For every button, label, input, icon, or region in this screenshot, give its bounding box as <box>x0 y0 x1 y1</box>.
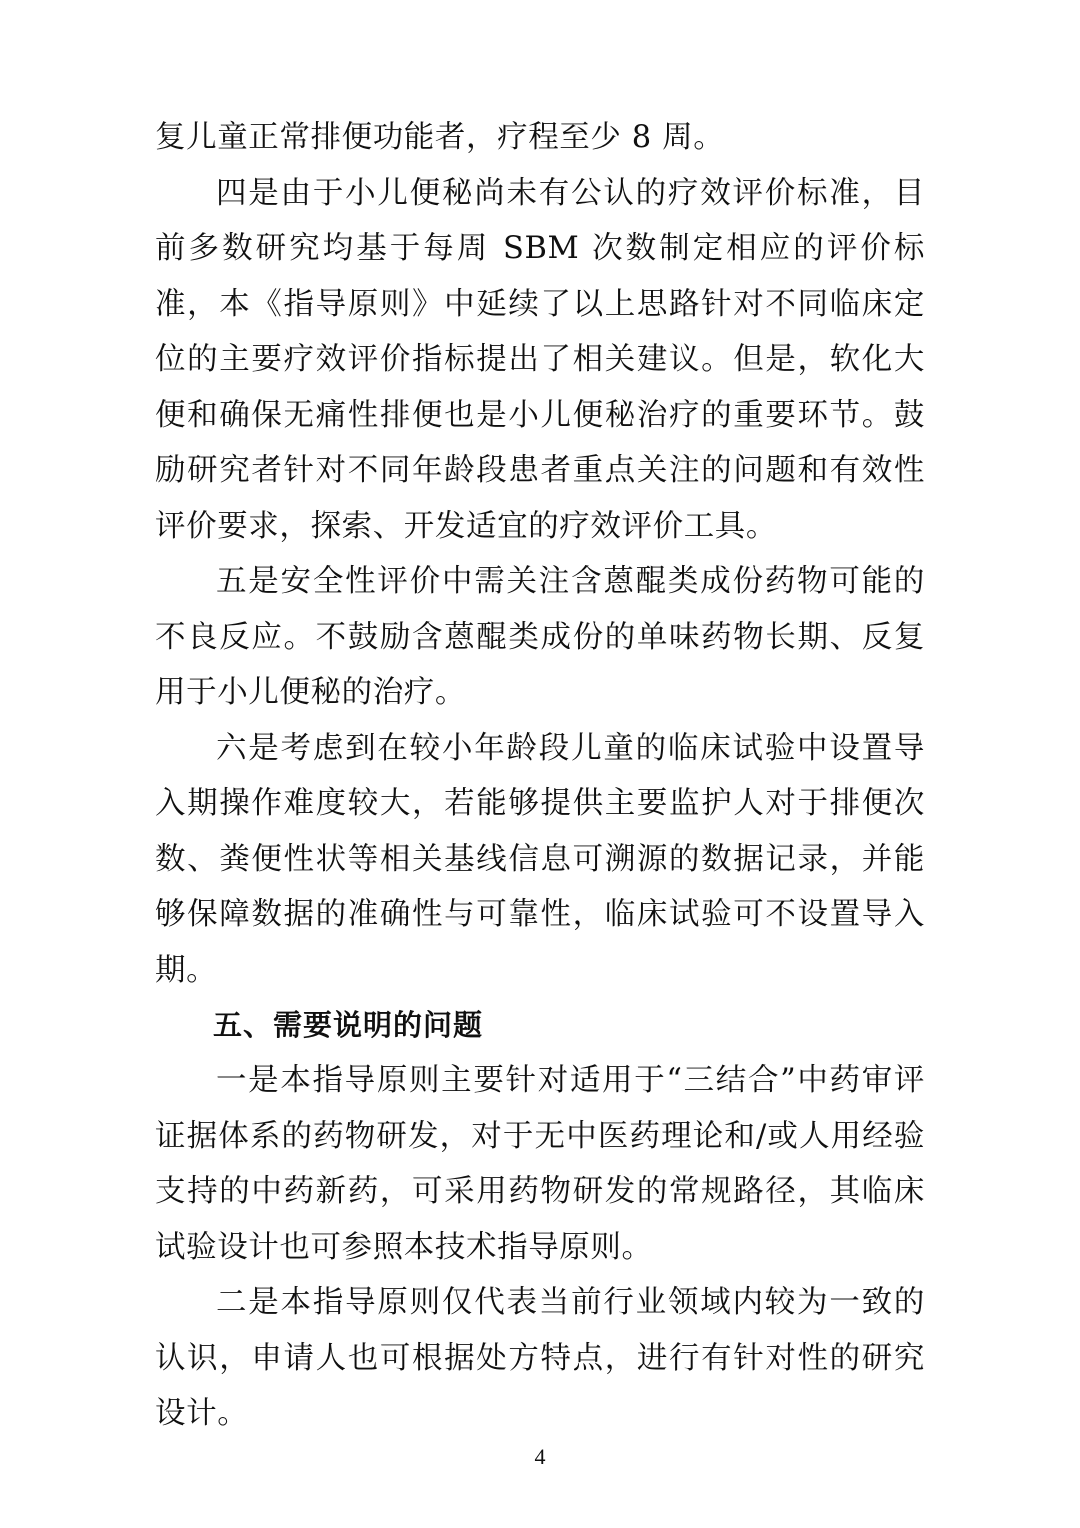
paragraph-item-six: 六是考虑到在较小年龄段儿童的临床试验中设置导入期操作难度较大，若能够提供主要监护人对于排便次数、粪便性状等相关基线信息可溯源的数据记录，并能够保障数据的准确性与可靠性，临床试验可不设置导入期。 <box>155 730 925 988</box>
page-number: 4 <box>534 1444 546 1469</box>
paragraph-note-one: 一是本指导原则主要针对适用于“三结合”中药审评证据体系的药物研发，对于无中医药理论和/或人用经验支持的中药新药，可采用药物研发的常规路径，其临床试验设计也可参照本技术指导原则。 <box>155 1063 925 1265</box>
paragraph-continued: 复儿童正常排便功能者，疗程至少 8 周。 <box>155 120 725 155</box>
paragraph-note-two: 二是本指导原则仅代表当前行业领域内较为一致的认识，申请人也可根据处方特点，进行有针对性的研究设计。 <box>155 1285 925 1432</box>
section-heading-five: 五、需要说明的问题 <box>213 1008 484 1042</box>
document-body <box>155 110 925 1442</box>
paragraph-item-five: 五是安全性评价中需关注含蒽醌类成份药物可能的不良反应。不鼓励含蒽醌类成份的单味药物长期、反复用于小儿便秘的治疗。 <box>155 564 925 710</box>
paragraph-item-four: 四是由于小儿便秘尚未有公认的疗效评价标准，目前多数研究均基于每周 SBM 次数制定相应的评价标准，本《指导原则》中延续了以上思路针对不同临床定位的主要疗效评价指标提出了相关建议。但是，软化大便和确保无痛性排便也是小儿便秘治疗的重要环节。鼓励研究者针对不同年龄段患者重点关注的问题和有效性评价要求，探索、开发适宜的疗效评价工具。 <box>155 175 925 544</box>
